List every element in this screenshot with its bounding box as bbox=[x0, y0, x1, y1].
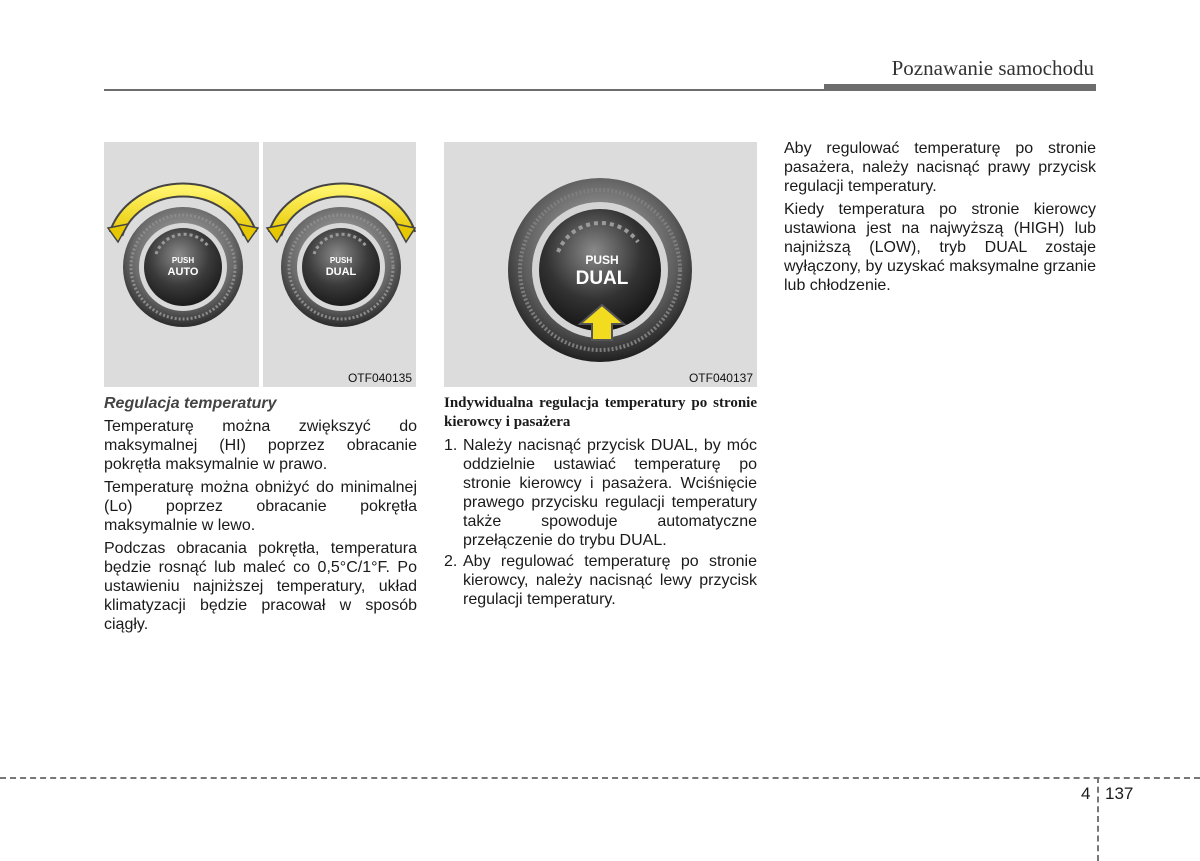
knob-auto-line1: PUSH bbox=[171, 256, 195, 265]
knob-auto bbox=[108, 190, 258, 327]
figure-code: OTF040135 bbox=[347, 371, 412, 385]
list-number: 2. bbox=[444, 553, 458, 570]
list-number: 1. bbox=[444, 437, 458, 454]
arrow-left-icon bbox=[108, 224, 128, 242]
knob-dual-line1: PUSH bbox=[329, 256, 353, 265]
paragraph: Kiedy temperatura po stronie kierowcy ustawiona jest na najwyższą (HIGH) lub najniższą (LOW), tryb DUAL zostaje wyłączony, by uzyskać maksymalne grzanie lub chłodzenie. bbox=[784, 201, 1096, 294]
list-item bbox=[444, 436, 757, 550]
figure-code: OTF040137 bbox=[688, 371, 753, 385]
arrow-left-icon bbox=[267, 224, 287, 242]
column-individual-control bbox=[444, 394, 757, 611]
paragraph: Temperaturę można zwiększyć do maksymalnej (HI) poprzez obracanie pokrętła maksymalnie w prawo. bbox=[104, 418, 417, 473]
knob-dual-line2: DUAL bbox=[325, 266, 357, 278]
footer-vertical-rule bbox=[1097, 777, 1099, 861]
section-heading: Regulacja temperatury bbox=[104, 395, 277, 412]
running-header: Poznawanie samochodu bbox=[891, 56, 1094, 80]
list-text: Aby regulować temperaturę po stronie kierowcy, należy nacisnąć lewy przycisk regulacji temperatury. bbox=[463, 553, 757, 608]
list-item bbox=[444, 552, 757, 609]
knob-dual-small bbox=[267, 190, 415, 327]
footer-rule bbox=[0, 777, 1200, 779]
paragraph: Temperaturę można obniżyć do minimalnej (Lo) poprzez obracanie pokrętła maksymalnie w lewo. bbox=[104, 479, 417, 534]
figure-dual-button bbox=[444, 142, 757, 387]
dual-button-line1: PUSH bbox=[585, 253, 619, 267]
chapter-number: 4 bbox=[1081, 784, 1091, 803]
dual-button-illustration bbox=[444, 142, 757, 387]
figure-temperature-knobs bbox=[104, 142, 416, 387]
knob-auto-line2: AUTO bbox=[167, 266, 199, 278]
column-temperature-control bbox=[104, 394, 417, 638]
paragraph: Aby regulować temperaturę po stronie pasażera, należy nacisnąć prawy przycisk regulacji temperatury. bbox=[784, 140, 1096, 195]
section-heading: Indywidualna regulacja temperatury po stronie kierowcy i pasażera bbox=[444, 395, 757, 430]
page-number: 137 bbox=[1105, 784, 1134, 803]
column-passenger-control bbox=[784, 139, 1096, 299]
paragraph: Podczas obracania pokrętła, temperatura będzie rosnąć lub maleć co 0,5°C/1°F. Po ustawieniu najniższej temperatury, układ klimatyzacji będzie pracował w sposób ciągły. bbox=[104, 540, 417, 633]
header-rule-accent bbox=[824, 84, 1096, 91]
list-text: Należy nacisnąć przycisk DUAL, by móc oddzielnie ustawiać temperaturę po stronie kierowcy i pasażera. Wciśnięcie prawego przycisku regulacji temperatury także spowoduje automatyczne przełączenie do trybu DUAL. bbox=[463, 437, 757, 549]
arrow-right-icon bbox=[396, 224, 415, 242]
figure-divider bbox=[259, 142, 263, 387]
arrow-right-icon bbox=[238, 224, 258, 242]
dual-button-line2: DUAL bbox=[575, 268, 629, 289]
